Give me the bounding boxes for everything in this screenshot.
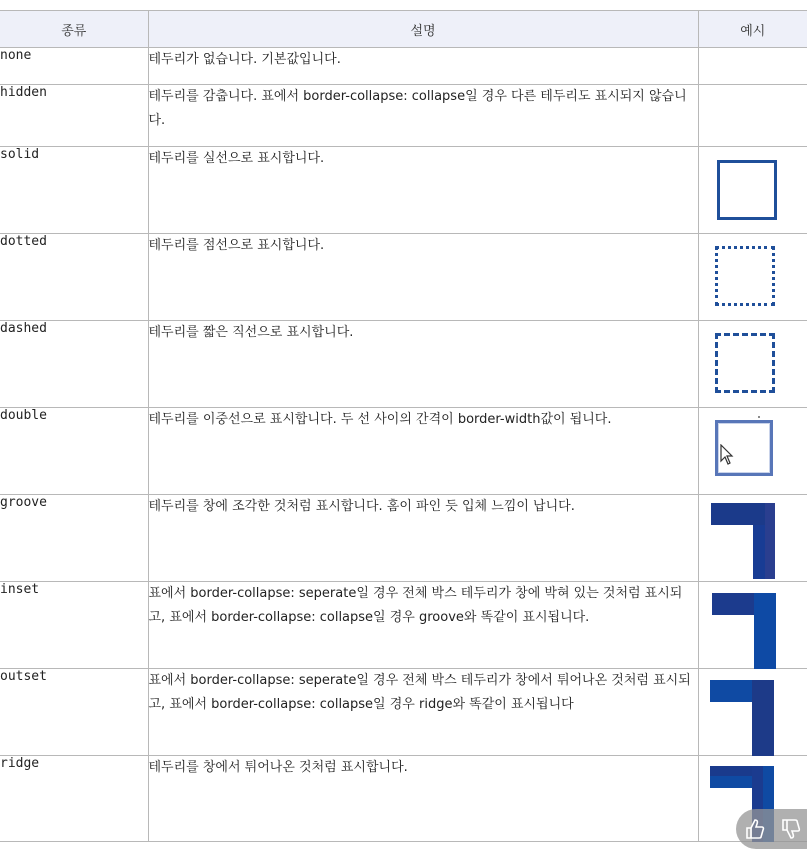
kind-cell: inset xyxy=(0,582,148,669)
example-cell xyxy=(698,408,807,495)
kind-cell: dashed xyxy=(0,321,148,408)
description-cell: 테두리를 실선으로 표시합니다. xyxy=(148,147,698,234)
kind-cell: dotted xyxy=(0,234,148,321)
header-example: 예시 xyxy=(698,11,807,48)
table-row xyxy=(0,408,807,495)
header-description: 설명 xyxy=(148,11,698,48)
mouse-cursor-icon xyxy=(720,444,734,466)
table-row xyxy=(0,147,807,234)
kind-cell: solid xyxy=(0,147,148,234)
description-cell: 테두리를 짧은 직선으로 표시합니다. xyxy=(148,321,698,408)
dotted-border-sample xyxy=(715,246,775,306)
table-header-row xyxy=(0,11,807,48)
table-row xyxy=(0,321,807,408)
table-row xyxy=(0,234,807,321)
description-cell: 표에서 border-collapse: seperate일 경우 전체 박스 테두리가 창에서 튀어나온 것처럼 표시되고, 표에서 border-collapse: collapse일 경우 ridge와 똑같이 표시됩니다 xyxy=(148,669,698,756)
description-cell: 테두리를 창에 조각한 것처럼 표시합니다. 홈이 파인 듯 입체 느낌이 납니다. xyxy=(148,495,698,582)
thumbs-down-icon[interactable] xyxy=(780,818,802,840)
solid-border-sample xyxy=(717,160,777,220)
example-cell xyxy=(698,669,807,756)
table-row xyxy=(0,85,807,147)
example-cell xyxy=(698,321,807,408)
table-row xyxy=(0,582,807,669)
example-cell xyxy=(698,234,807,321)
header-kind: 종류 xyxy=(0,11,148,48)
description-cell: 테두리를 이중선으로 표시합니다. 두 선 사이의 간격이 border-width값이 됩니다. xyxy=(148,408,698,495)
example-cell xyxy=(698,147,807,234)
kind-cell: none xyxy=(0,48,148,85)
description-cell: 테두리를 점선으로 표시합니다. xyxy=(148,234,698,321)
example-cell xyxy=(698,582,807,669)
description-cell: 테두리를 창에서 튀어나온 것처럼 표시합니다. xyxy=(148,756,698,842)
dashed-border-sample xyxy=(715,333,775,393)
feedback-widget xyxy=(736,809,807,849)
outset-border-sample xyxy=(710,680,774,756)
thumbs-up-icon[interactable] xyxy=(744,818,766,840)
kind-cell: double xyxy=(0,408,148,495)
dot-mark xyxy=(758,416,760,418)
table-row xyxy=(0,669,807,756)
example-cell xyxy=(698,495,807,582)
description-cell: 테두리가 없습니다. 기본값입니다. xyxy=(148,48,698,85)
inset-border-sample xyxy=(712,593,776,669)
table-row xyxy=(0,48,807,85)
groove-border-sample xyxy=(711,503,775,579)
kind-cell: groove xyxy=(0,495,148,582)
description-cell: 표에서 border-collapse: seperate일 경우 전체 박스 테두리가 창에 박혀 있는 것처럼 표시되고, 표에서 border-collapse: collapse일 경우 groove와 똑같이 표시됩니다. xyxy=(148,582,698,669)
example-cell xyxy=(698,85,807,147)
table-row xyxy=(0,495,807,582)
kind-cell: hidden xyxy=(0,85,148,147)
table-row xyxy=(0,756,807,842)
kind-cell: outset xyxy=(0,669,148,756)
description-cell: 테두리를 감춥니다. 표에서 border-collapse: collapse일 경우 다른 테두리도 표시되지 않습니다. xyxy=(148,85,698,147)
kind-cell: ridge xyxy=(0,756,148,842)
example-cell xyxy=(698,48,807,85)
border-style-table xyxy=(0,10,807,842)
